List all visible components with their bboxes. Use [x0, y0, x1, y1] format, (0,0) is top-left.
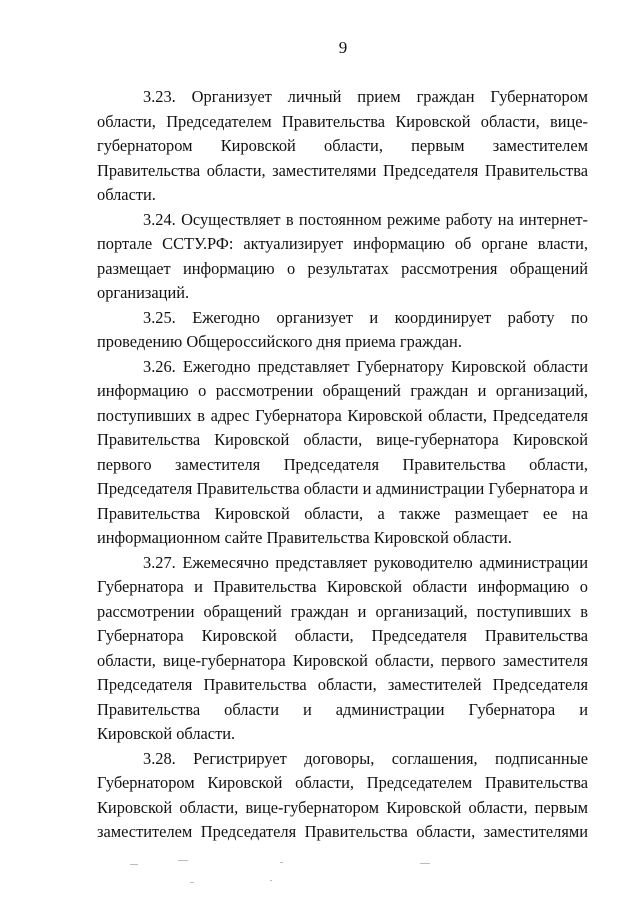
- paragraph-2: [97, 208, 588, 306]
- paragraph-1: [97, 85, 588, 208]
- scan-noise: [130, 860, 550, 890]
- text-line: размещает информацию о результатах рассмотрения обращений: [97, 258, 588, 278]
- text-line: 3.24. Осуществляет в постоянном режиме работу на интернет-: [143, 209, 588, 229]
- text-line: информацию о рассмотрении обращений граждан и организаций,: [97, 381, 588, 400]
- text-line: губернатором Кировской области, первым заместителем: [97, 136, 588, 155]
- text-line: Правительства Кировской области, вице-губернатора Кировской: [97, 430, 588, 449]
- text-line: организаций.: [97, 283, 190, 302]
- text-line: проведению Общероссийского дня приема граждан.: [97, 332, 462, 351]
- text-line: Кировской области, вице-губернатором Кировской области, первым: [97, 797, 588, 817]
- text-line: 3.25. Ежегодно организует и координирует работу по: [143, 307, 588, 327]
- text-line: 3.28. Регистрирует договоры, соглашения, подписанные: [143, 748, 588, 768]
- text-line: Председателя Правительства области, заместителей Председателя: [97, 675, 588, 694]
- text-line: Кировской области.: [97, 724, 236, 743]
- text-line: Правительства Кировской области, а также размещает ее на: [97, 503, 588, 523]
- text-line: Правительства области и администрации Губернатора и: [97, 699, 588, 719]
- text-line: портале ССТУ.РФ: актуализирует информацию об органе власти,: [97, 234, 588, 253]
- text-line: заместителем Председателя Правительства области, заместителями: [97, 822, 588, 841]
- paragraph-5: [97, 551, 588, 747]
- paragraph-4: [97, 355, 588, 551]
- text-line: рассмотрении обращений граждан и организаций, поступивших в: [97, 601, 588, 621]
- text-line: области, Председателем Правительства Кировской области, вице-: [97, 111, 588, 131]
- text-line: Правительства области, заместителями Председателя Правительства: [97, 160, 588, 180]
- text-line: первого заместителя Председателя Правительства области,: [97, 454, 588, 474]
- text-line: поступивших в адрес Губернатора Кировской области, Председателя: [97, 405, 588, 425]
- text-line: информационном сайте Правительства Кировской области.: [97, 528, 512, 547]
- text-line: 3.27. Ежемесячно представляет руководителю администрации: [143, 552, 588, 572]
- text-line: 3.23. Организует личный прием граждан Губернатором: [143, 87, 588, 106]
- text-line: Губернатором Кировской области, Председателем Правительства: [97, 773, 588, 792]
- text-line: Председателя Правительства области и администрации Губернатора и: [97, 479, 588, 498]
- text-line: Губернатора и Правительства Кировской области информацию о: [97, 577, 588, 596]
- paragraph-6: [97, 747, 588, 845]
- text-line: области.: [97, 185, 156, 204]
- text-line: области, вице-губернатора Кировской области, первого заместителя: [97, 650, 588, 670]
- text-line: Губернатора Кировской области, Председателя Правительства: [97, 626, 588, 645]
- paragraph-3: [97, 306, 588, 355]
- text-line: 3.26. Ежегодно представляет Губернатору Кировской области: [143, 356, 588, 376]
- page-number: 9: [338, 38, 348, 57]
- document-body: [97, 85, 588, 845]
